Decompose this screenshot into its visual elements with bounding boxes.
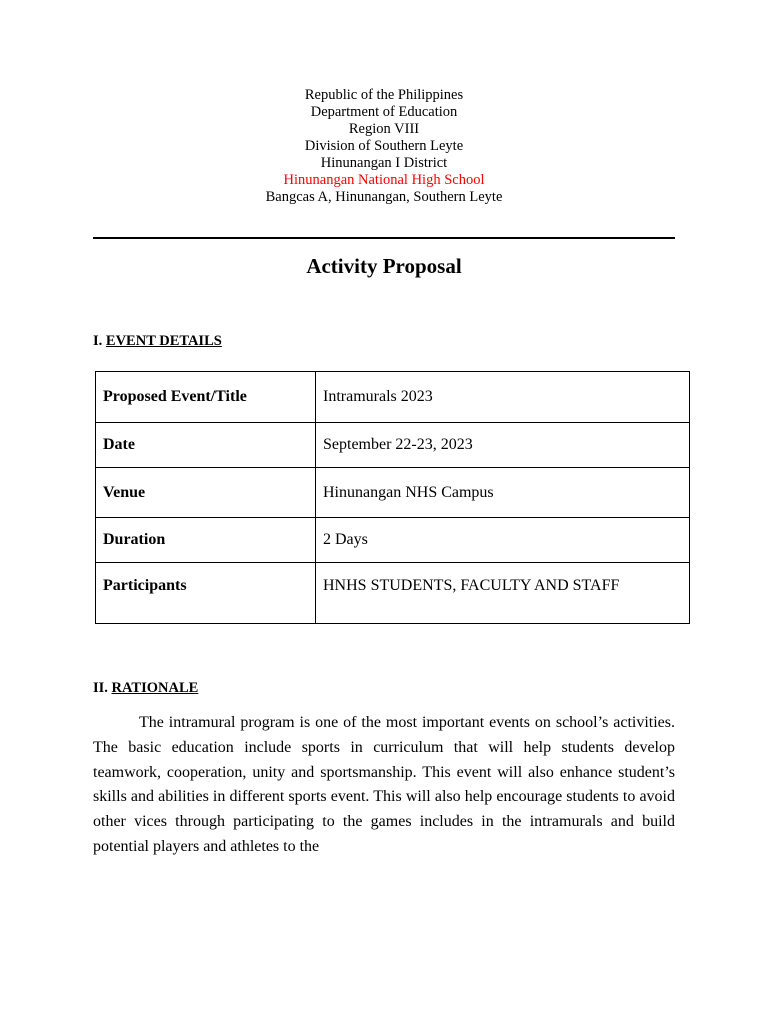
page-title: Activity Proposal bbox=[306, 254, 462, 278]
header-divider bbox=[93, 237, 675, 239]
section-number: I. bbox=[93, 333, 106, 349]
row-label: Venue bbox=[96, 468, 316, 518]
table-row bbox=[96, 468, 690, 518]
section-label: RATIONALE bbox=[111, 680, 199, 696]
section-label: EVENT DETAILS bbox=[105, 333, 222, 349]
letterhead-line-country: Republic of the Philippines bbox=[304, 87, 464, 103]
row-value: Intramurals 2023 bbox=[316, 372, 690, 423]
school-name: Hinunangan National High School bbox=[283, 172, 485, 188]
section-heading-rationale bbox=[93, 680, 198, 697]
table-row bbox=[96, 563, 690, 624]
rationale-paragraph: The intramural program is one of the most important events on school’s activities. The basic education include sports in curriculum that will help students develop teamwork, cooperation, unity and sportsmanship. This event will also enhance student’s skills and abilities in different sports event. This will also help encourage students to avoid other vices through participating to the games includes in the intramurals and build potential players and athletes to the bbox=[93, 714, 675, 855]
letterhead-line-department: Department of Education bbox=[310, 104, 458, 120]
row-label: Proposed Event/Title bbox=[96, 372, 316, 423]
row-label: Date bbox=[96, 423, 316, 468]
table-row bbox=[96, 423, 690, 468]
section-number: II. bbox=[93, 680, 112, 696]
row-value: September 22-23, 2023 bbox=[316, 423, 690, 468]
section-heading-event-details bbox=[93, 333, 222, 350]
row-value: 2 Days bbox=[316, 518, 690, 563]
letterhead-line-region: Region VIII bbox=[348, 121, 420, 137]
letterhead-line-division: Division of Southern Leyte bbox=[304, 138, 464, 154]
row-value: HNHS STUDENTS, FACULTY AND STAFF bbox=[316, 563, 690, 624]
letterhead bbox=[0, 87, 768, 206]
row-value: Hinunangan NHS Campus bbox=[316, 468, 690, 518]
event-details-table bbox=[95, 371, 690, 624]
school-address: Bangcas A, Hinunangan, Southern Leyte bbox=[265, 189, 503, 205]
row-label: Participants bbox=[96, 563, 316, 624]
letterhead-line-district: Hinunangan I District bbox=[320, 155, 448, 171]
table-row bbox=[96, 518, 690, 563]
row-label: Duration bbox=[96, 518, 316, 563]
table-row bbox=[96, 372, 690, 423]
